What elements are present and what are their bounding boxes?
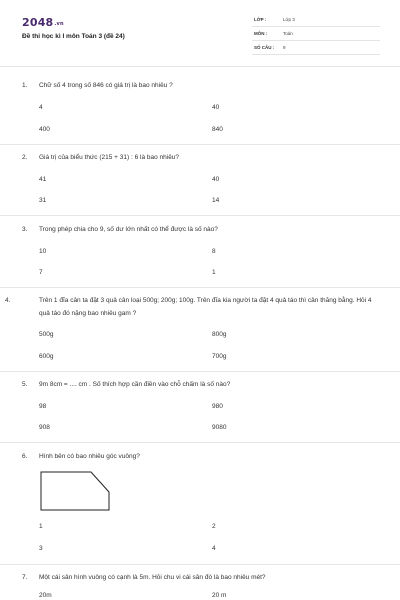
- option-5d[interactable]: 9080: [212, 424, 227, 431]
- meta-value-subject: Toán: [283, 31, 293, 36]
- option-3b[interactable]: 8: [212, 248, 216, 255]
- option-4c[interactable]: 600g: [39, 353, 54, 360]
- logo-tld: .vn: [54, 21, 64, 27]
- option-5c[interactable]: 908: [39, 424, 50, 431]
- question-3: [22, 223, 382, 236]
- option-6b[interactable]: 2: [212, 523, 216, 530]
- question-divider: [0, 144, 400, 145]
- option-4b[interactable]: 800g: [212, 331, 227, 338]
- exam-header: [0, 0, 400, 70]
- meta-value-count: 9: [283, 45, 286, 50]
- question-divider: [0, 442, 400, 443]
- question-number: 3.: [22, 226, 28, 233]
- option-2b[interactable]: 40: [212, 176, 220, 183]
- option-5a[interactable]: 98: [39, 403, 47, 410]
- option-7a[interactable]: 20m: [39, 592, 52, 599]
- meta-label-class: LỚP :: [254, 17, 267, 22]
- option-4d[interactable]: 700g: [212, 353, 227, 360]
- meta-row-subject: [252, 31, 380, 41]
- option-1a[interactable]: 4: [39, 104, 43, 111]
- question-5: [22, 378, 382, 391]
- meta-row-count: [252, 45, 380, 55]
- question-1: [22, 79, 382, 92]
- logo-text: 2048: [22, 16, 54, 29]
- question-divider: [0, 215, 400, 216]
- question-text: Hình bên có bao nhiêu góc vuông?: [39, 453, 140, 460]
- option-2a[interactable]: 41: [39, 176, 47, 183]
- trapezoid-figure: [39, 470, 111, 512]
- question-number: 1.: [22, 82, 28, 89]
- question-text: Trên 1 đĩa cân ta đặt 3 quả cân loại 500g; 200g; 100g. Trên đĩa kia người ta đặt 4 quả táo thì cân thăng bằng. Hỏi 4 quả táo đó nặng bao nhiêu gam ?: [39, 297, 372, 317]
- header-divider: [0, 66, 400, 67]
- option-5b[interactable]: 980: [212, 403, 223, 410]
- option-3a[interactable]: 10: [39, 248, 47, 255]
- site-logo[interactable]: [22, 16, 64, 29]
- question-text: 9m 8cm = .... cm . Số thích hợp cần điền vào chỗ chấm là số nào?: [39, 381, 231, 388]
- question-number: 7.: [22, 574, 28, 581]
- option-1b[interactable]: 40: [212, 104, 220, 111]
- option-6a[interactable]: 1: [39, 523, 43, 530]
- option-7b[interactable]: 20 m: [212, 592, 227, 599]
- question-number: 4.: [5, 297, 11, 304]
- question-4: [5, 294, 382, 320]
- meta-label-count: SỐ CÂU :: [254, 45, 275, 50]
- meta-label-subject: MÔN :: [254, 31, 268, 36]
- question-text: Trong phép chia cho 9, số dư lớn nhất có thể được là số nào?: [39, 226, 218, 233]
- question-divider: [0, 287, 400, 288]
- question-number: 5.: [22, 381, 28, 388]
- question-divider: [0, 564, 400, 565]
- option-2c[interactable]: 31: [39, 197, 47, 204]
- question-7: [22, 571, 382, 584]
- meta-row-class: [252, 17, 380, 27]
- option-6c[interactable]: 3: [39, 545, 43, 552]
- option-6d[interactable]: 4: [212, 545, 216, 552]
- option-1c[interactable]: 400: [39, 126, 50, 133]
- question-text: Giá trị của biểu thức (215 + 31) : 6 là bao nhiêu?: [39, 154, 180, 161]
- question-2: [22, 151, 382, 164]
- option-2d[interactable]: 14: [212, 197, 220, 204]
- meta-value-class: Lớp 3: [283, 17, 295, 22]
- option-3d[interactable]: 1: [212, 269, 216, 276]
- question-divider: [0, 371, 400, 372]
- question-6: [22, 450, 382, 463]
- exam-title: Đề thi học kì I môn Toán 3 (đề 24): [22, 33, 125, 40]
- option-1d[interactable]: 840: [212, 126, 223, 133]
- question-number: 2.: [22, 154, 28, 161]
- question-text: Một cái sân hình vuông có cạnh là 5m. Hỏi chu vi cái sân đó là bao nhiêu mét?: [39, 574, 266, 581]
- option-4a[interactable]: 500g: [39, 331, 54, 338]
- question-text: Chữ số 4 trong số 846 có giá trị là bao nhiêu ?: [39, 82, 173, 89]
- option-3c[interactable]: 7: [39, 269, 43, 276]
- question-number: 6.: [22, 453, 28, 460]
